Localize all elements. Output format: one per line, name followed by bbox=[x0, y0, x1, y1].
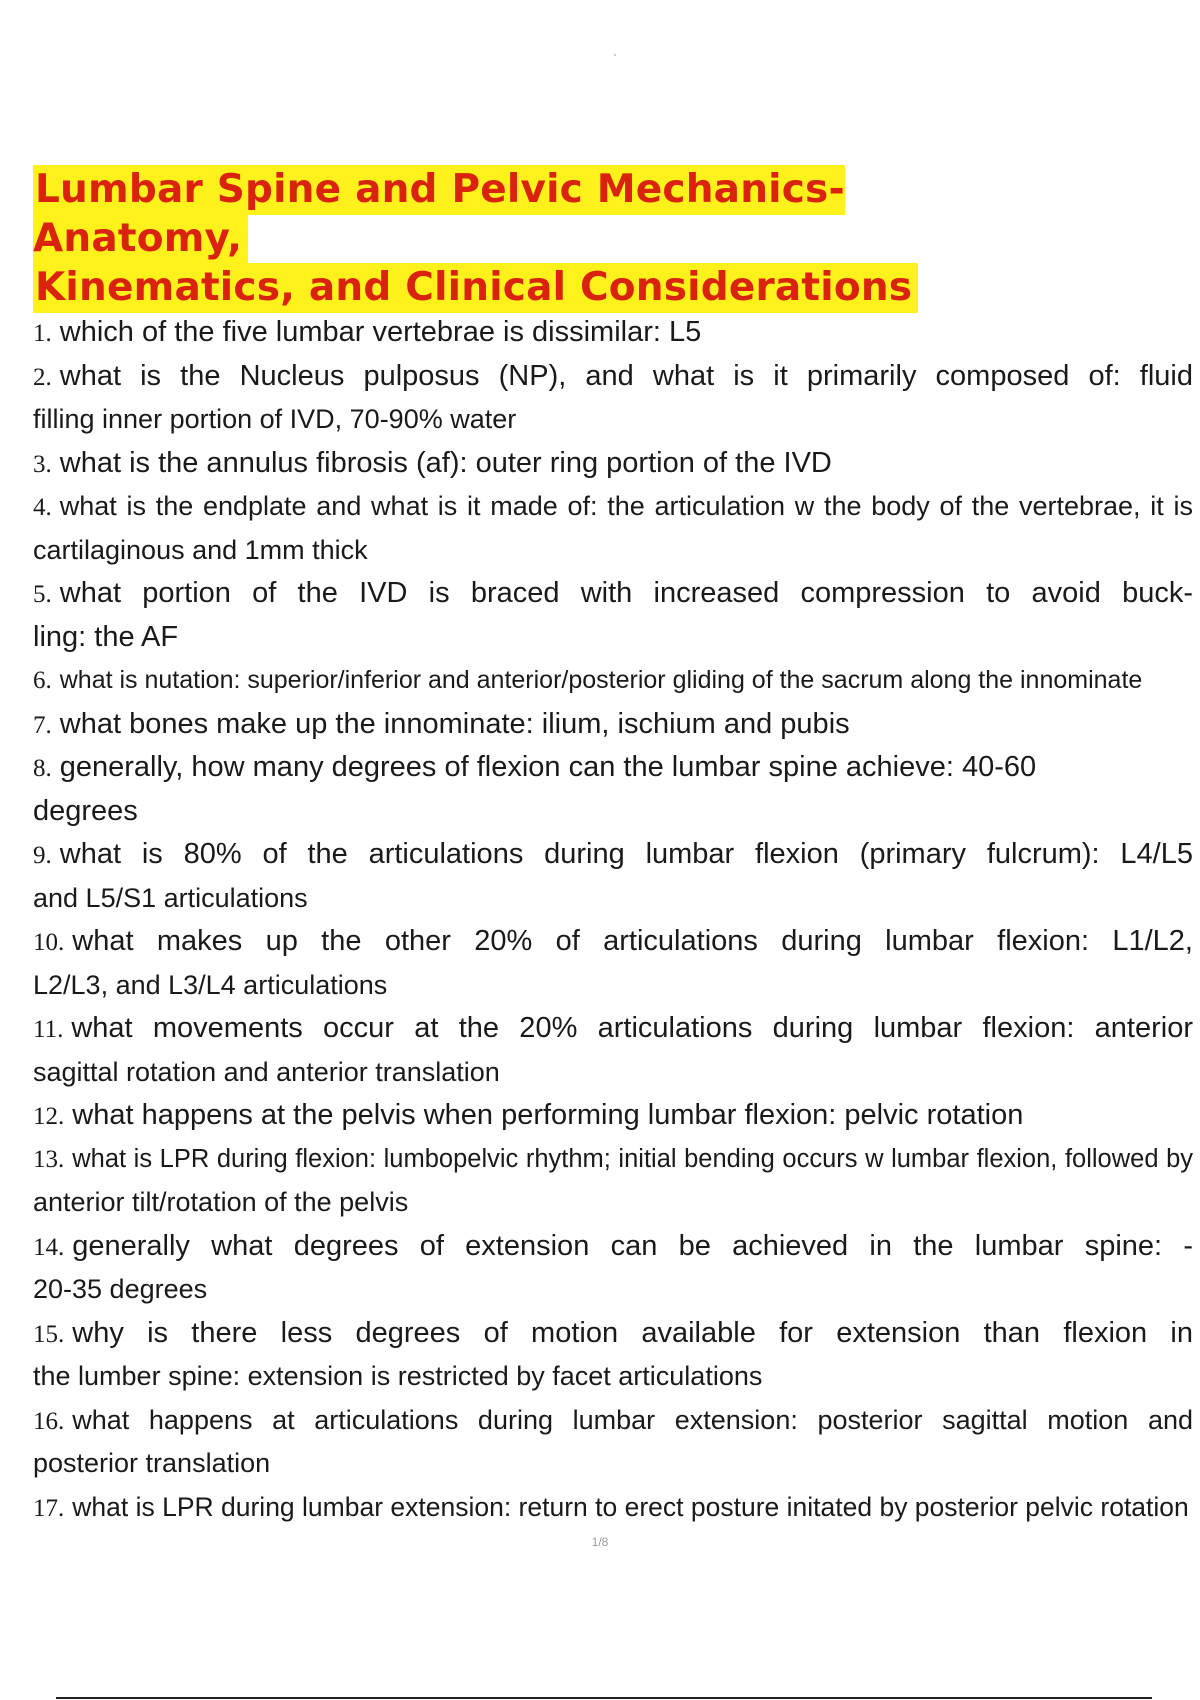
list-item-line bbox=[33, 1138, 1193, 1182]
item-number: 6. bbox=[33, 667, 52, 694]
list-item-line bbox=[33, 1051, 1193, 1095]
list-item bbox=[33, 659, 1193, 703]
bottom-rule bbox=[56, 1697, 1152, 1699]
list-item-line bbox=[33, 964, 1193, 1008]
item-text: what happens at articulations during lumbar extension: posterior sagittal motion and bbox=[72, 1404, 1193, 1435]
item-text: ling: the AF bbox=[33, 620, 179, 653]
item-number: 2. bbox=[33, 363, 52, 391]
item-number: 14. bbox=[33, 1233, 65, 1261]
list-item bbox=[33, 311, 1193, 355]
list-item-line bbox=[33, 1486, 1193, 1530]
list-item bbox=[33, 1094, 1193, 1138]
list-item-line bbox=[33, 616, 1193, 660]
document-title bbox=[33, 165, 1023, 312]
list-item-line bbox=[33, 659, 1193, 703]
list-item bbox=[33, 1486, 1193, 1530]
list-item-line bbox=[33, 398, 1193, 442]
title-block bbox=[33, 165, 1023, 312]
item-text: and L5/S1 articulations bbox=[33, 882, 308, 913]
item-number: 17. bbox=[33, 1494, 65, 1522]
item-number: 1. bbox=[33, 320, 52, 347]
list-item-line bbox=[33, 1094, 1193, 1138]
item-text: generally, how many degrees of flexion can the lumbar spine achieve: 40-60 bbox=[59, 751, 1037, 783]
list-item bbox=[33, 746, 1193, 833]
list-item bbox=[33, 1225, 1193, 1312]
item-number: 11. bbox=[33, 1016, 64, 1043]
item-text: what portion of the IVD is braced with increased compression to avoid buck- bbox=[59, 577, 1193, 609]
item-text: what is LPR during flexion: lumbopelvic rhythm; initial bending occurs w lumbar flexion, followed by bbox=[72, 1144, 1193, 1173]
list-item-line bbox=[33, 1355, 1193, 1399]
item-number: 3. bbox=[33, 450, 52, 478]
title-line-2: Kinematics, and Clinical Considerations bbox=[33, 263, 918, 313]
list-item-line bbox=[33, 1312, 1193, 1356]
list-item-line bbox=[33, 790, 1193, 834]
item-text: what bones make up the innominate: ilium, ischium and pubis bbox=[59, 707, 850, 740]
question-answer-list bbox=[33, 311, 1193, 1529]
item-text: filling inner portion of IVD, 70-90% water bbox=[33, 404, 517, 434]
list-item-line bbox=[33, 877, 1193, 921]
title-line-1: Lumbar Spine and Pelvic Mechanics- Anatomy, bbox=[33, 165, 845, 264]
item-text: what makes up the other 20% of articulations during lumbar flexion: L1/L2, bbox=[72, 925, 1193, 957]
item-number: 7. bbox=[33, 711, 52, 739]
list-item bbox=[33, 920, 1193, 1007]
list-item bbox=[33, 355, 1193, 442]
list-item bbox=[33, 1399, 1193, 1486]
list-item bbox=[33, 1138, 1193, 1225]
item-text: which of the five lumbar vertebrae is dissimilar: L5 bbox=[59, 316, 702, 348]
item-number: 12. bbox=[33, 1103, 65, 1130]
item-text: what is the Nucleus pulposus (NP), and what is it primarily composed of: fluid bbox=[59, 359, 1193, 392]
list-item-line bbox=[33, 485, 1193, 529]
item-text: why is there less degrees of motion available for extension than flexion in bbox=[72, 1316, 1193, 1349]
item-text: what movements occur at the 20% articulations during lumbar flexion: anterior bbox=[71, 1012, 1193, 1044]
item-text: 20-35 degrees bbox=[33, 1274, 208, 1304]
list-item-line bbox=[33, 920, 1193, 964]
item-text: sagittal rotation and anterior translation bbox=[33, 1056, 500, 1087]
item-number: 13. bbox=[33, 1145, 65, 1173]
list-item bbox=[33, 572, 1193, 659]
list-item bbox=[33, 833, 1193, 920]
item-number: 4. bbox=[33, 494, 52, 521]
list-item-line bbox=[33, 572, 1193, 616]
list-item-line bbox=[33, 703, 1193, 747]
item-text: what is nutation: superior/inferior and anterior/posterior gliding of the sacrum along the innominate bbox=[59, 666, 1143, 694]
item-text: anterior tilt/rotation of the pelvis bbox=[33, 1187, 409, 1217]
list-item-line bbox=[33, 1399, 1193, 1443]
item-number: 5. bbox=[33, 581, 52, 608]
list-item bbox=[33, 1312, 1193, 1399]
item-text: what is LPR during lumbar extension: return to erect posture initated by posterior pelvic rotation bbox=[72, 1491, 1189, 1522]
item-text: what is 80% of the articulations during lumbar flexion (primary fulcrum): L4/L5 bbox=[59, 838, 1193, 870]
item-text: what is the endplate and what is it made of: the articulation w the body of the vertebrae, it is bbox=[59, 491, 1193, 521]
page-mark bbox=[614, 54, 616, 56]
list-item-line bbox=[33, 1181, 1193, 1225]
list-item-line bbox=[33, 529, 1193, 573]
list-item-line bbox=[33, 1007, 1193, 1051]
list-item bbox=[33, 703, 1193, 747]
list-item-line bbox=[33, 355, 1193, 399]
list-item-line bbox=[33, 442, 1193, 486]
item-text: posterior translation bbox=[33, 1448, 271, 1478]
item-text: cartilaginous and 1mm thick bbox=[33, 534, 368, 565]
list-item-line bbox=[33, 1442, 1193, 1486]
item-number: 10. bbox=[33, 929, 65, 956]
item-number: 15. bbox=[33, 1320, 65, 1348]
list-item-line bbox=[33, 746, 1193, 790]
item-number: 16. bbox=[33, 1407, 65, 1435]
list-item-line bbox=[33, 833, 1193, 877]
list-item bbox=[33, 1007, 1193, 1094]
page-number: 1/8 bbox=[591, 1535, 609, 1549]
item-number: 8. bbox=[33, 755, 52, 782]
item-text: degrees bbox=[33, 794, 138, 827]
item-number: 9. bbox=[33, 842, 52, 869]
list-item bbox=[33, 442, 1193, 486]
list-item bbox=[33, 485, 1193, 572]
list-item-line bbox=[33, 1268, 1193, 1312]
item-text: generally what degrees of extension can be achieved in the lumbar spine: - bbox=[72, 1229, 1193, 1262]
item-text: L2/L3, and L3/L4 articulations bbox=[33, 969, 388, 1000]
list-item-line bbox=[33, 311, 1193, 355]
item-text: what is the annulus fibrosis (af): outer ring portion of the IVD bbox=[59, 446, 832, 479]
list-item-line bbox=[33, 1225, 1193, 1269]
item-text: the lumber spine: extension is restricted by facet articulations bbox=[33, 1361, 763, 1391]
item-text: what happens at the pelvis when performing lumbar flexion: pelvic rotation bbox=[72, 1099, 1024, 1131]
